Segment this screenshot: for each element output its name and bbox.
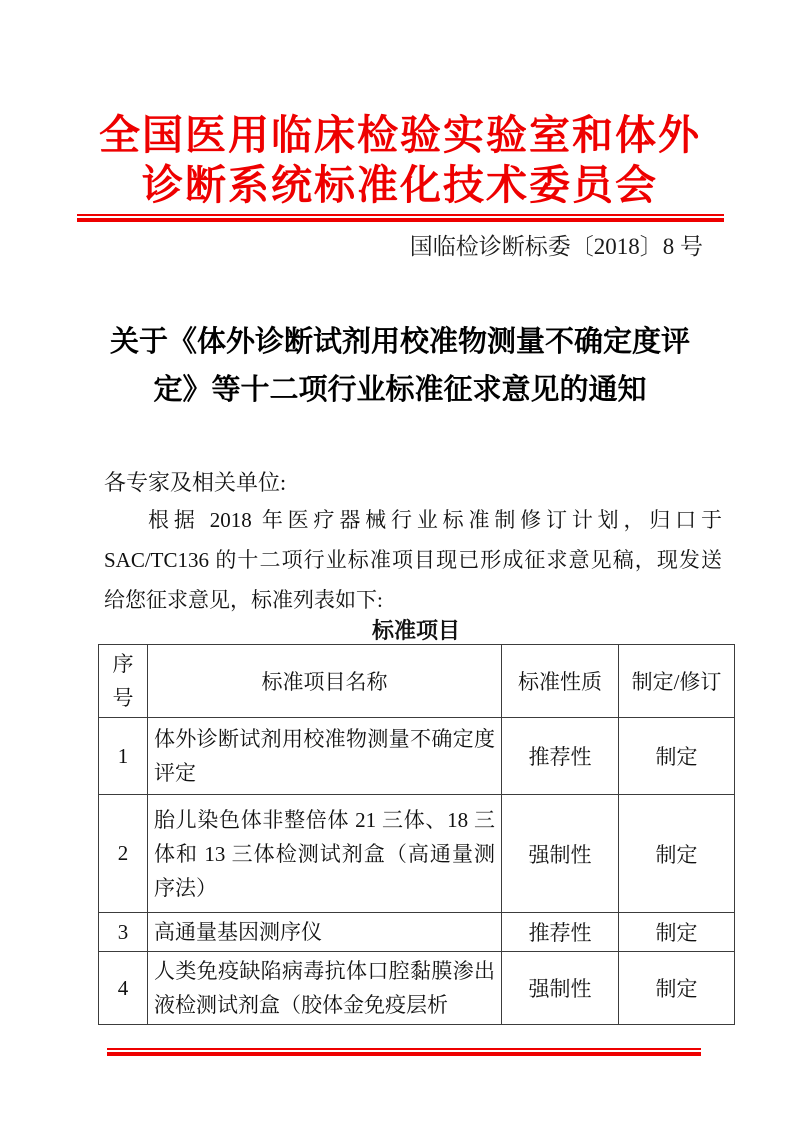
col-header-nature: 标准性质 [502, 645, 619, 718]
table-row [99, 795, 735, 913]
body-line-2: SAC/TC136 的十二项行业标准项目现已形成征求意见稿，现发送 [104, 548, 722, 572]
row-name: 体外诊断试剂用校准物测量不确定度评定 [148, 718, 502, 795]
notice-title-line-1: 关于《体外诊断试剂用校准物测量不确定度评 [109, 326, 690, 358]
row-action: 制定 [619, 952, 735, 1025]
row-action: 制定 [619, 718, 735, 795]
row-no: 1 [99, 718, 148, 795]
row-nature: 强制性 [502, 952, 619, 1025]
body-paragraph [104, 500, 722, 620]
table-row [99, 718, 735, 795]
org-title-line-1: 全国医用临床检验实验室和体外 [99, 112, 701, 158]
org-title [0, 110, 800, 210]
table-row [99, 952, 735, 1025]
doc-number: 国临检诊断标委〔2018〕8 号 [409, 234, 703, 259]
notice-title [40, 318, 760, 414]
col-header-no [99, 645, 148, 718]
row-action: 制定 [619, 795, 735, 913]
row-nature: 强制性 [502, 795, 619, 913]
row-no: 4 [99, 952, 148, 1025]
row-action: 制定 [619, 913, 735, 952]
row-nature: 推荐性 [502, 718, 619, 795]
col-header-no-label: 序号 [112, 652, 134, 710]
row-no: 2 [99, 795, 148, 913]
letterhead-divider [77, 214, 724, 222]
row-nature: 推荐性 [502, 913, 619, 952]
col-header-action: 制定/修订 [619, 645, 735, 718]
body-line-1: 根据 2018 年医疗器械行业标准制修订计划，归口于 [148, 508, 722, 532]
table-caption: 标准项目 [371, 618, 460, 643]
org-title-line-2: 诊断系统标准化技术委员会 [142, 162, 658, 208]
notice-title-line-2: 定》等十二项行业标准征求意见的通知 [153, 374, 647, 406]
table-row [99, 913, 735, 952]
salutation: 各专家及相关单位: [104, 470, 287, 495]
row-no: 3 [99, 913, 148, 952]
row-name: 人类免疫缺陷病毒抗体口腔黏膜渗出液检测试剂盒（胶体金免疫层析 [148, 952, 502, 1025]
footer-divider [107, 1048, 701, 1056]
table-header-row [99, 645, 735, 718]
standards-table [98, 644, 735, 1025]
body-line-3: 给您征求意见，标准列表如下: [104, 588, 383, 612]
col-header-name: 标准项目名称 [148, 645, 502, 718]
row-name: 高通量基因测序仪 [148, 913, 502, 952]
row-name: 胎儿染色体非整倍体 21 三体、18 三体和 13 三体检测试剂盒（高通量测序法） [148, 795, 502, 913]
